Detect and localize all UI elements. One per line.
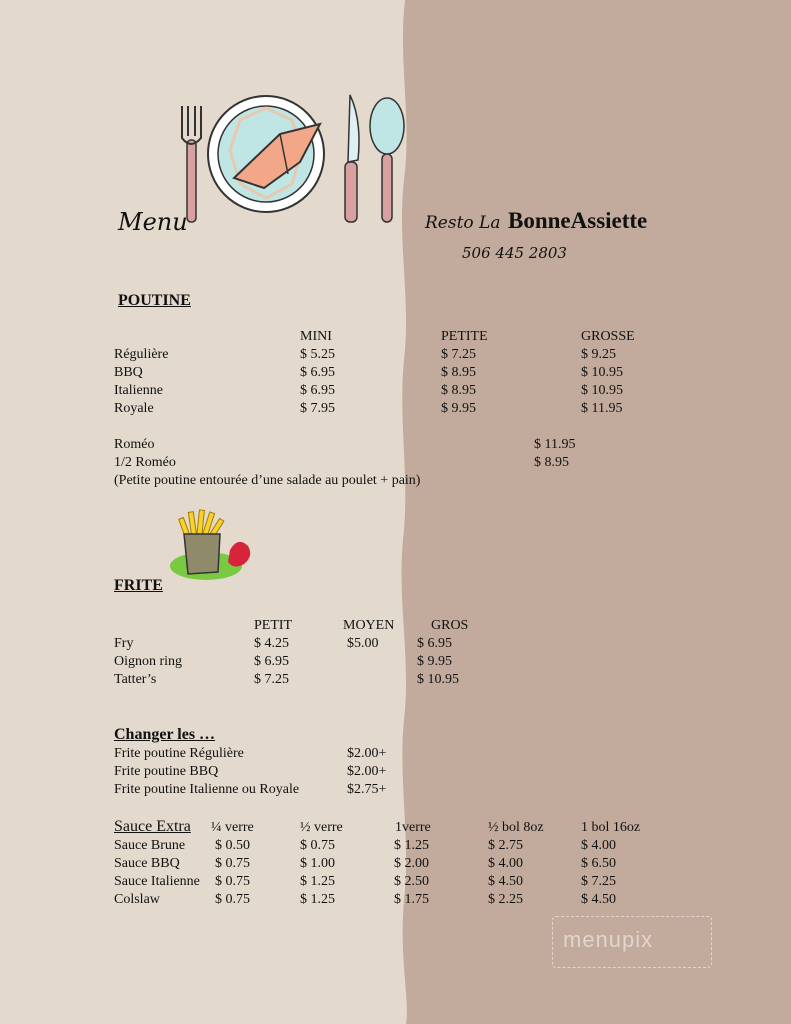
place-setting-illustration bbox=[170, 90, 420, 230]
changer-row bbox=[0, 781, 791, 799]
item-price: $ 7.25 bbox=[581, 874, 616, 889]
column-header: MOYEN bbox=[343, 618, 395, 633]
fork-icon bbox=[182, 106, 201, 222]
item-price: $ 10.95 bbox=[417, 672, 459, 687]
item-price: $ 10.95 bbox=[581, 383, 623, 398]
item-price: $ 1.25 bbox=[300, 892, 335, 907]
poutine-row bbox=[0, 400, 791, 418]
poutine-row bbox=[0, 382, 791, 400]
column-header: ¼ verre bbox=[211, 820, 254, 835]
sauce-row bbox=[0, 873, 791, 891]
column-header: MINI bbox=[300, 329, 332, 344]
special-row bbox=[0, 454, 791, 472]
item-price: $ 2.25 bbox=[488, 892, 523, 907]
special-row bbox=[0, 436, 791, 454]
frite-row bbox=[0, 653, 791, 671]
item-price: $ 6.95 bbox=[300, 365, 335, 380]
item-price: $ 2.75 bbox=[488, 838, 523, 853]
column-header: GROSSE bbox=[581, 329, 635, 344]
column-header: 1verre bbox=[395, 820, 431, 835]
frite-row bbox=[0, 635, 791, 653]
item-name: Oignon ring bbox=[114, 654, 183, 669]
item-name: Colslaw bbox=[114, 892, 160, 907]
resto-name: BonneAssiette bbox=[508, 208, 648, 233]
poutine-row bbox=[0, 346, 791, 364]
romeo-note: (Petite poutine entourée d’une salade au poulet + pain) bbox=[114, 473, 421, 488]
watermark-text: menupix bbox=[563, 927, 654, 952]
item-name: Sauce Brune bbox=[114, 838, 186, 853]
item-name: Frite poutine Italienne ou Royale bbox=[114, 782, 300, 797]
item-price: $ 6.95 bbox=[254, 654, 289, 669]
column-header: 1 bol 16oz bbox=[581, 820, 641, 835]
item-price: $ 1.75 bbox=[394, 892, 429, 907]
item-name: Sauce BBQ bbox=[114, 856, 180, 871]
frite-column-headers bbox=[0, 617, 791, 635]
changer-title: Changer les … bbox=[114, 726, 216, 743]
item-name: Italienne bbox=[114, 383, 163, 398]
poutine-title: POUTINE bbox=[118, 292, 191, 309]
sauce-title: Sauce Extra bbox=[114, 818, 191, 835]
item-price: $ 6.95 bbox=[300, 383, 335, 398]
item-name: Royale bbox=[114, 401, 154, 416]
sauce-row bbox=[0, 855, 791, 873]
item-price: $2.75+ bbox=[347, 782, 387, 797]
item-price: $ 2.50 bbox=[394, 874, 429, 889]
item-price: $ 11.95 bbox=[581, 401, 623, 416]
item-price: $ 6.95 bbox=[417, 636, 452, 651]
item-price: $ 4.00 bbox=[488, 856, 523, 871]
changer-row bbox=[0, 745, 791, 763]
column-header: ½ bol 8oz bbox=[488, 820, 544, 835]
item-price: $ 0.75 bbox=[215, 892, 250, 907]
sauce-row bbox=[0, 837, 791, 855]
column-header: PETITE bbox=[441, 329, 488, 344]
plate-icon bbox=[208, 96, 324, 212]
item-price: $ 1.25 bbox=[300, 874, 335, 889]
item-name: Roméo bbox=[114, 437, 155, 452]
sauce-column-headers bbox=[0, 819, 791, 837]
item-price: $ 1.25 bbox=[394, 838, 429, 853]
item-name: Fry bbox=[114, 636, 134, 651]
item-price: $2.00+ bbox=[347, 746, 387, 761]
resto-prefix: Resto La bbox=[425, 213, 501, 233]
item-price: $ 8.95 bbox=[441, 383, 476, 398]
item-price: $ 10.95 bbox=[581, 365, 623, 380]
item-price: $ 4.50 bbox=[581, 892, 616, 907]
changer-row bbox=[0, 763, 791, 781]
item-name: BBQ bbox=[114, 365, 143, 380]
item-price: $ 6.50 bbox=[581, 856, 616, 871]
column-header: GROS bbox=[431, 618, 469, 633]
item-price: $ 8.95 bbox=[441, 365, 476, 380]
frite-title: FRITE bbox=[114, 577, 163, 594]
item-name: Frite poutine BBQ bbox=[114, 764, 219, 779]
item-name: Frite poutine Régulière bbox=[114, 746, 244, 761]
watermark-logo bbox=[552, 916, 712, 968]
sauce-row bbox=[0, 891, 791, 909]
item-price: $ 7.95 bbox=[300, 401, 335, 416]
item-price: $ 9.95 bbox=[417, 654, 452, 669]
item-price: $ 0.75 bbox=[215, 874, 250, 889]
spoon-icon bbox=[370, 98, 404, 222]
item-price: $ 0.75 bbox=[215, 856, 250, 871]
item-price: $ 11.95 bbox=[534, 437, 576, 452]
item-price: $ 2.00 bbox=[394, 856, 429, 871]
item-price: $ 1.00 bbox=[300, 856, 335, 871]
item-price: $ 9.25 bbox=[581, 347, 616, 362]
item-price: $ 7.25 bbox=[254, 672, 289, 687]
item-price: $ 8.95 bbox=[534, 455, 569, 470]
poutine-column-headers bbox=[0, 328, 791, 346]
item-price: $ 9.95 bbox=[441, 401, 476, 416]
item-price: $ 4.00 bbox=[581, 838, 616, 853]
knife-icon bbox=[345, 95, 359, 222]
item-name: 1/2 Roméo bbox=[114, 455, 176, 470]
item-price: $ 4.50 bbox=[488, 874, 523, 889]
frite-row bbox=[0, 671, 791, 689]
poutine-row bbox=[0, 364, 791, 382]
item-price: $ 0.50 bbox=[215, 838, 250, 853]
column-header: ½ verre bbox=[300, 820, 343, 835]
item-name: Régulière bbox=[114, 347, 169, 362]
column-header: PETIT bbox=[254, 618, 293, 633]
menu-label: Menu bbox=[118, 208, 188, 236]
phone-number: 506 445 2803 bbox=[462, 244, 567, 262]
item-price: $ 4.25 bbox=[254, 636, 289, 651]
item-price: $ 5.25 bbox=[300, 347, 335, 362]
item-price: $5.00 bbox=[347, 636, 379, 651]
item-price: $ 0.75 bbox=[300, 838, 335, 853]
item-price: $ 7.25 bbox=[441, 347, 476, 362]
fries-illustration bbox=[168, 506, 258, 586]
item-price: $2.00+ bbox=[347, 764, 387, 779]
item-name: Sauce Italienne bbox=[114, 874, 200, 889]
item-name: Tatter’s bbox=[114, 672, 157, 687]
